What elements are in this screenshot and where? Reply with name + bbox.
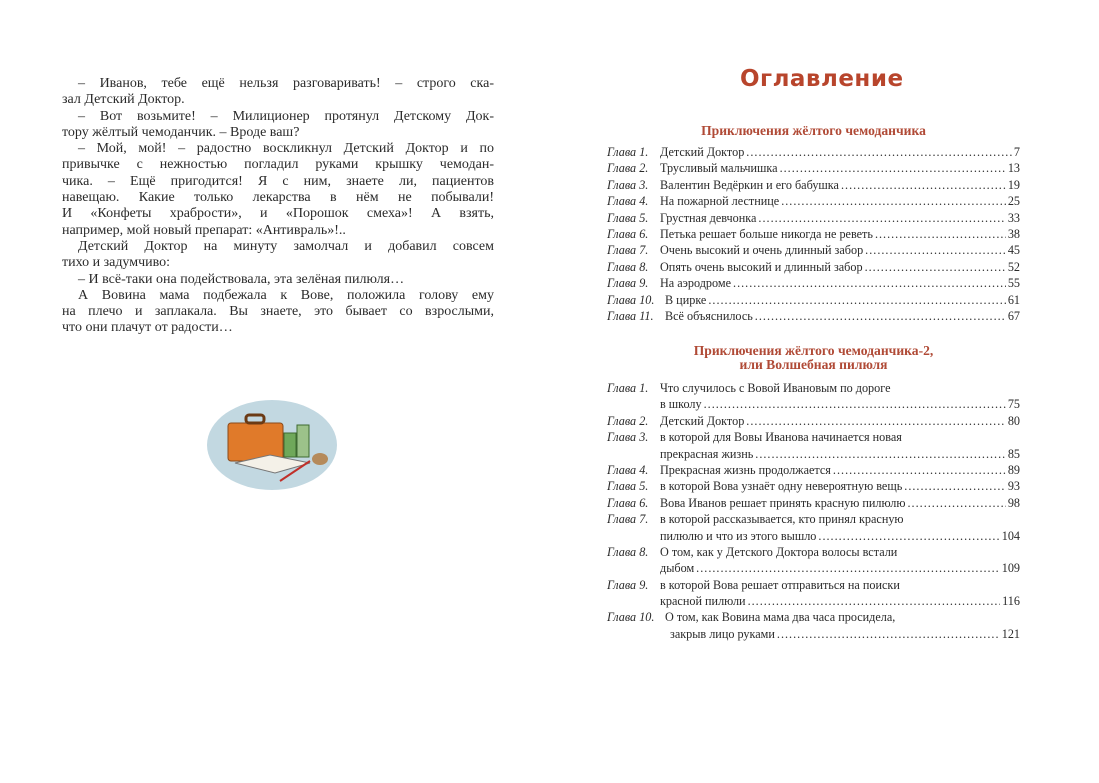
chapter-title-continuation: прекрасная жизнь — [660, 446, 754, 461]
text-line: на плечо и заплакала. Вы знаете, это бывает со взрослыми, — [62, 304, 494, 320]
chapter-title: Очень высокий и очень длинный забор — [660, 243, 864, 258]
section-heading: Приключения жёлтого чемоданчика — [701, 123, 926, 138]
left-page-text — [62, 76, 494, 337]
toc-entry-continuation[interactable] — [607, 396, 1020, 412]
chapter-title-continuation: дыбом — [660, 561, 695, 576]
page-number: 98 — [1007, 495, 1020, 510]
chapter-label: Глава 8. — [607, 259, 649, 274]
text-line: что они плачут от радости… — [62, 320, 233, 336]
dot-leader — [904, 478, 1006, 494]
text-line: тихо и задумчиво: — [62, 255, 171, 271]
page-number: 89 — [1007, 462, 1020, 477]
page-number: 93 — [1007, 479, 1020, 494]
chapter-title: в которой Вова решает отправиться на поиски — [660, 577, 900, 592]
dot-leader — [865, 242, 1006, 258]
chapter-label: Глава 7. — [607, 243, 649, 258]
toc-entry[interactable] — [607, 144, 1020, 160]
dot-leader — [746, 144, 1012, 160]
chapter-label: Глава 10. — [607, 610, 655, 625]
toc-entry[interactable] — [607, 226, 1020, 242]
chapter-label: Глава 6. — [607, 495, 649, 510]
dot-leader — [733, 275, 1006, 291]
dot-leader — [777, 626, 1000, 642]
page-number: 61 — [1007, 292, 1020, 307]
toc-entry-continuation[interactable] — [607, 593, 1020, 609]
chapter-label: Глава 8. — [607, 544, 649, 559]
dot-leader — [781, 193, 1006, 209]
chapter-label: Глава 4. — [607, 194, 649, 209]
toc-entry[interactable] — [607, 609, 1020, 625]
toc-entry[interactable] — [607, 275, 1020, 291]
chapter-label: Глава 2. — [607, 413, 649, 428]
chapter-title: в которой для Вовы Иванова начинается новая — [660, 430, 902, 445]
page-number: 52 — [1007, 259, 1020, 274]
chapter-title: В цирке — [665, 292, 707, 307]
chapter-title: Трусливый мальчишка — [660, 161, 778, 176]
dot-leader — [841, 177, 1006, 193]
chapter-label: Глава 11. — [607, 308, 654, 323]
chapter-title: Грустная девчонка — [660, 210, 757, 225]
chapter-label: Глава 4. — [607, 462, 649, 477]
chapter-title: Детский Доктор — [660, 413, 745, 428]
chapter-label: Глава 1. — [607, 145, 649, 159]
dot-leader — [746, 413, 1006, 429]
text-line: Детский Доктор на минуту замолчал и добавил совсем — [78, 238, 494, 254]
chapter-title-continuation: в школу — [660, 397, 702, 412]
toc-section-1 — [607, 124, 1020, 324]
toc-entry[interactable] — [607, 193, 1020, 209]
chapter-title: Петька решает больше никогда не реветь — [660, 226, 873, 241]
page-number: 75 — [1007, 397, 1020, 412]
dot-leader — [908, 495, 1006, 511]
page-number: 45 — [1007, 243, 1020, 258]
chapter-label: Глава 2. — [607, 161, 649, 176]
chapter-title-continuation: красной пилюли — [660, 594, 746, 609]
toc-entry[interactable] — [607, 292, 1020, 308]
text-line: навещаю. Какие только лекарства в нём не побывали! — [62, 190, 494, 206]
page-number: 25 — [1007, 194, 1020, 209]
toc-entry[interactable] — [607, 577, 1020, 593]
toc-entry[interactable] — [607, 511, 1020, 527]
page-number: 85 — [1007, 446, 1020, 461]
dot-leader — [696, 560, 1000, 576]
page-number: 80 — [1007, 413, 1020, 428]
dot-leader — [865, 259, 1006, 275]
chapter-title: Опять очень высокий и длинный забор — [660, 259, 863, 274]
chapter-title: Вова Иванов решает принять красную пилюлю — [660, 495, 906, 510]
page-number: 13 — [1007, 161, 1020, 176]
chapter-title: в которой Вова узнаёт одну невероятную вещь — [660, 479, 903, 494]
chapter-label: Глава 10. — [607, 292, 655, 307]
toc-entry-continuation[interactable] — [607, 560, 1020, 576]
text-line: – И всё-таки она подействовала, эта зелёная пилюля… — [78, 271, 405, 287]
dot-leader — [780, 160, 1006, 176]
chapter-title-continuation: закрыв лицо руками — [670, 626, 775, 641]
section-heading-line: или Волшебная пилюля — [739, 357, 888, 372]
chapter-label: Глава 5. — [607, 210, 649, 225]
chapter-label: Глава 5. — [607, 479, 649, 494]
toc-entry[interactable] — [607, 160, 1020, 176]
dot-leader — [875, 226, 1006, 242]
toc-entry[interactable] — [607, 210, 1020, 226]
toc-entry[interactable] — [607, 177, 1020, 193]
toc-entry-continuation[interactable] — [607, 626, 1020, 642]
text-line: – Иванов, тебе ещё нельзя разговаривать! – строго ска- — [78, 76, 494, 91]
dot-leader — [704, 396, 1006, 412]
chapter-label: Глава 7. — [607, 512, 649, 527]
text-line: тору жёлтый чемоданчик. – Вроде ваш? — [62, 124, 300, 140]
page-number: 121 — [1001, 626, 1020, 641]
toc-entry[interactable] — [607, 478, 1020, 494]
chapter-title: О том, как Вовина мама два часа просидела, — [665, 610, 896, 625]
chapter-label: Глава 3. — [607, 430, 649, 445]
text-line: привычке с нежностью погладил руками крышку чемодан- — [62, 157, 494, 173]
page-number: 116 — [1002, 594, 1020, 609]
section-heading — [607, 344, 1020, 372]
toc-entry[interactable] — [607, 462, 1020, 478]
dot-leader — [748, 593, 1001, 609]
text-line: зал Детский Доктор. — [62, 92, 185, 108]
chapter-label: Глава 9. — [607, 577, 649, 592]
chapter-title: О том, как у Детского Доктора волосы встали — [660, 544, 898, 559]
dot-leader — [755, 446, 1006, 462]
chapter-title: Всё объяснилось — [665, 308, 753, 323]
text-line: чика. – Ещё пригодится! Я с ним, знаете ли, пациентов — [62, 173, 494, 189]
page-number: 104 — [1001, 528, 1020, 543]
page-number: 67 — [1007, 308, 1020, 323]
chapter-title: в которой рассказывается, кто принял красную — [660, 512, 904, 527]
chapter-title-continuation: пилюлю и что из этого вышло — [660, 528, 817, 543]
dot-leader — [755, 308, 1006, 324]
page-number: 55 — [1007, 276, 1020, 291]
section-heading-line: Приключения жёлтого чемоданчика-2, — [693, 343, 934, 358]
text-line: – Мой, мой! – радостно воскликнул Детский Доктор и по — [78, 141, 494, 157]
toc-entry-continuation[interactable] — [607, 446, 1020, 462]
toc-entry[interactable] — [607, 495, 1020, 511]
chapter-title: Что случилось с Вовой Ивановым по дороге — [660, 381, 891, 395]
chapter-label: Глава 6. — [607, 226, 649, 241]
chapter-title: Детский Доктор — [660, 145, 745, 159]
page-number: 38 — [1007, 226, 1020, 241]
text-line: А Вовина мама подбежала к Вове, положила голову ему — [78, 287, 494, 303]
dot-leader — [708, 292, 1005, 308]
text-line: – Вот возьмите! – Милиционер протянул Детскому Док- — [78, 108, 494, 124]
page-title: Оглавление — [740, 66, 904, 92]
page-number: 33 — [1007, 210, 1020, 225]
page-number: 109 — [1001, 561, 1020, 576]
suitcase-illustration — [200, 385, 345, 495]
toc-section-2 — [607, 344, 1020, 642]
chapter-title: На аэродроме — [660, 276, 732, 291]
chapter-title: Прекрасная жизнь продолжается — [660, 462, 831, 477]
toc-entry[interactable] — [607, 380, 1020, 396]
chapter-label: Глава 9. — [607, 276, 649, 291]
dot-leader — [818, 528, 999, 544]
dot-leader — [758, 210, 1005, 226]
toc-entry-continuation[interactable] — [607, 528, 1020, 544]
chapter-title: Валентин Ведёркин и его бабушка — [660, 177, 839, 192]
toc-entry[interactable] — [607, 413, 1020, 429]
chapter-label: Глава 1. — [607, 381, 649, 395]
text-line: И «Конфеты храбрости», и «Порошок смеха»! А взять, — [62, 206, 494, 222]
dot-leader — [833, 462, 1006, 478]
chapter-title: На пожарной лестнице — [660, 194, 780, 209]
chapter-label: Глава 3. — [607, 177, 649, 192]
toc-entry[interactable] — [607, 242, 1020, 258]
toc-entry[interactable] — [607, 544, 1020, 560]
toc-entry[interactable] — [607, 429, 1020, 445]
toc-entry[interactable] — [607, 308, 1020, 324]
toc-entry[interactable] — [607, 259, 1020, 275]
page-number: 7 — [1013, 145, 1020, 159]
text-line: например, мой новый препарат: «Антивраль»!.. — [62, 222, 346, 238]
page-number: 19 — [1007, 177, 1020, 192]
